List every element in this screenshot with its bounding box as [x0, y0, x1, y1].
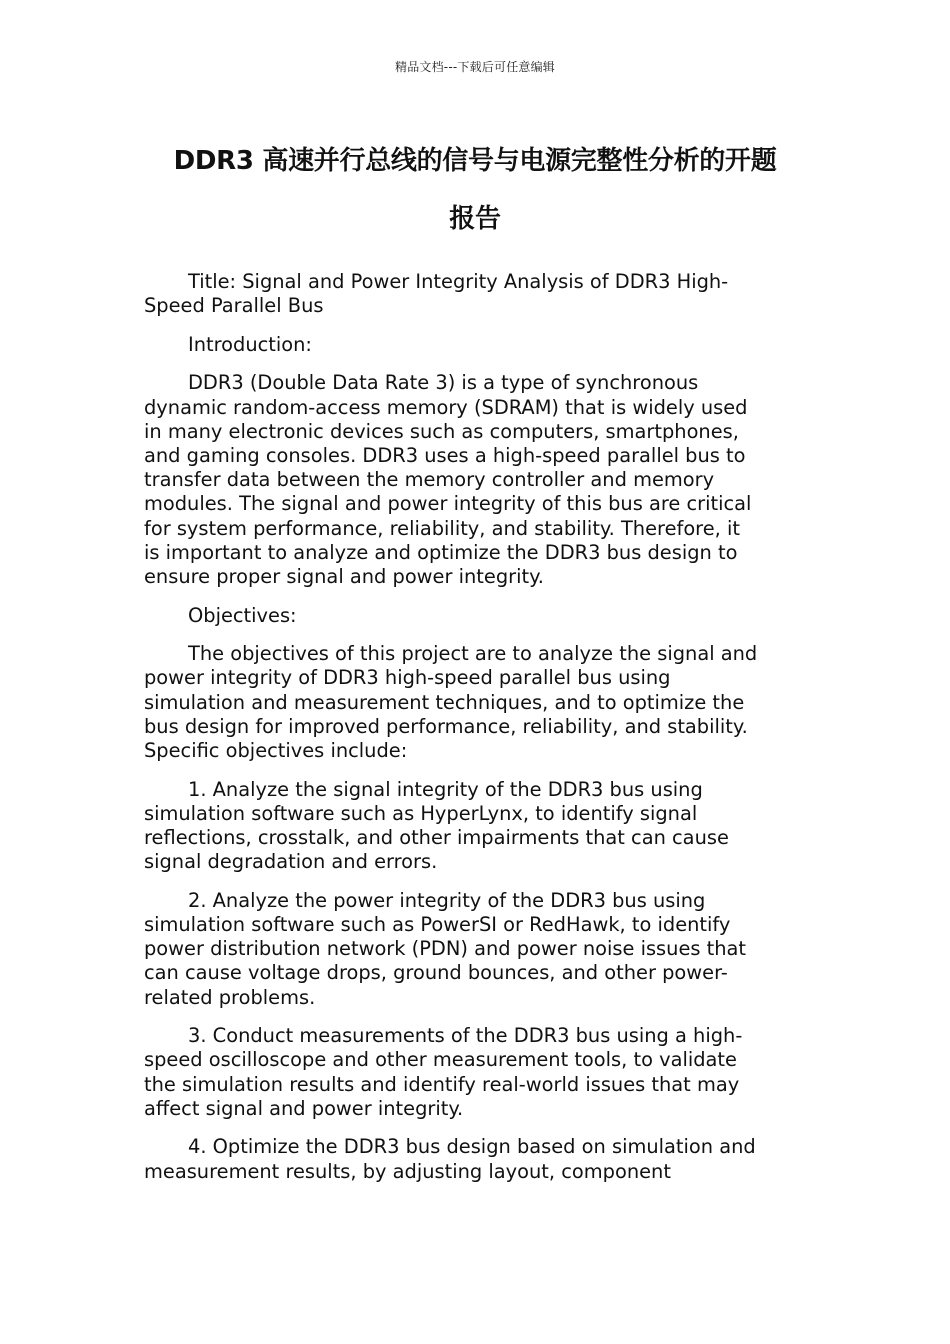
paragraph-line: is important to analyze and optimize the DDR3 bus design to	[144, 540, 738, 564]
paragraph-line: speed oscilloscope and other measurement tools, to validate	[144, 1048, 737, 1072]
paragraph-line: simulation software such as PowerSI or RedHawk, to identify	[144, 913, 731, 937]
document-body	[144, 270, 806, 1198]
paragraph-line: in many electronic devices such as computers, smartphones,	[144, 419, 739, 443]
paragraph-line: simulation and measurement techniques, and to optimize the	[144, 690, 745, 714]
paragraph	[144, 642, 806, 763]
paragraph	[144, 604, 806, 628]
paragraph	[144, 270, 806, 318]
paragraph-line: can cause voltage drops, ground bounces, and other power-	[144, 961, 728, 985]
paragraph-line: Introduction:	[188, 332, 312, 356]
paragraph-line: modules. The signal and power integrity of this bus are critical	[144, 492, 752, 516]
paragraph-line: for system performance, reliability, and stability. Therefore, it	[144, 516, 740, 540]
paragraph-line: reflections, crosstalk, and other impairments that can cause	[144, 826, 729, 850]
paragraph-line: The objectives of this project are to analyze the signal and	[188, 642, 758, 666]
paragraph	[144, 778, 806, 875]
paragraph-line: related problems.	[144, 985, 316, 1009]
paragraph-line: dynamic random-access memory (SDRAM) that is widely used	[144, 395, 748, 419]
paragraph-line: 3. Conduct measurements of the DDR3 bus using a high-	[188, 1024, 743, 1048]
document-title	[120, 132, 830, 248]
paragraph-line: Specific objectives include:	[144, 739, 408, 763]
paragraph	[144, 1024, 806, 1121]
header-note: 精品文档---下载后可任意编辑	[395, 60, 555, 74]
paragraph	[144, 371, 806, 589]
paragraph-line: simulation software such as HyperLynx, to identify signal	[144, 801, 698, 825]
paragraph-line: ensure proper signal and power integrity.	[144, 565, 544, 589]
paragraph-line: 1. Analyze the signal integrity of the DDR3 bus using	[188, 777, 703, 801]
paragraph-line: measurement results, by adjusting layout, component	[144, 1159, 671, 1183]
paragraph-line: 4. Optimize the DDR3 bus design based on simulation and	[188, 1135, 756, 1159]
paragraph-line: Objectives:	[188, 603, 297, 627]
paragraph-line: affect signal and power integrity.	[144, 1096, 464, 1120]
paragraph-line: transfer data between the memory controller and memory	[144, 468, 715, 492]
paragraph-line: power integrity of DDR3 high-speed parallel bus using	[144, 666, 671, 690]
paragraph-line: and gaming consoles. DDR3 uses a high-speed parallel bus to	[144, 444, 746, 467]
document-title-line-1: DDR3 高速并行总线的信号与电源完整性分析的开题	[173, 146, 777, 176]
paragraph-line: Speed Parallel Bus	[144, 294, 324, 318]
paragraph	[144, 889, 806, 1010]
paragraph-line: DDR3 (Double Data Rate 3) is a type of synchronous	[188, 371, 699, 395]
paragraph-line: bus design for improved performance, reliability, and stability.	[144, 714, 748, 738]
paragraph	[144, 1135, 806, 1183]
paragraph-line: Title: Signal and Power Integrity Analysis of DDR3 High-	[188, 270, 729, 293]
paragraph-line: 2. Analyze the power integrity of the DDR3 bus using	[188, 888, 706, 912]
paragraph-line: signal degradation and errors.	[144, 850, 438, 874]
paragraph	[144, 333, 806, 357]
paragraph-line: the simulation results and identify real-world issues that may	[144, 1072, 740, 1096]
document-title-line-2: 报告	[449, 204, 501, 234]
paragraph-line: power distribution network (PDN) and power noise issues that	[144, 937, 747, 961]
